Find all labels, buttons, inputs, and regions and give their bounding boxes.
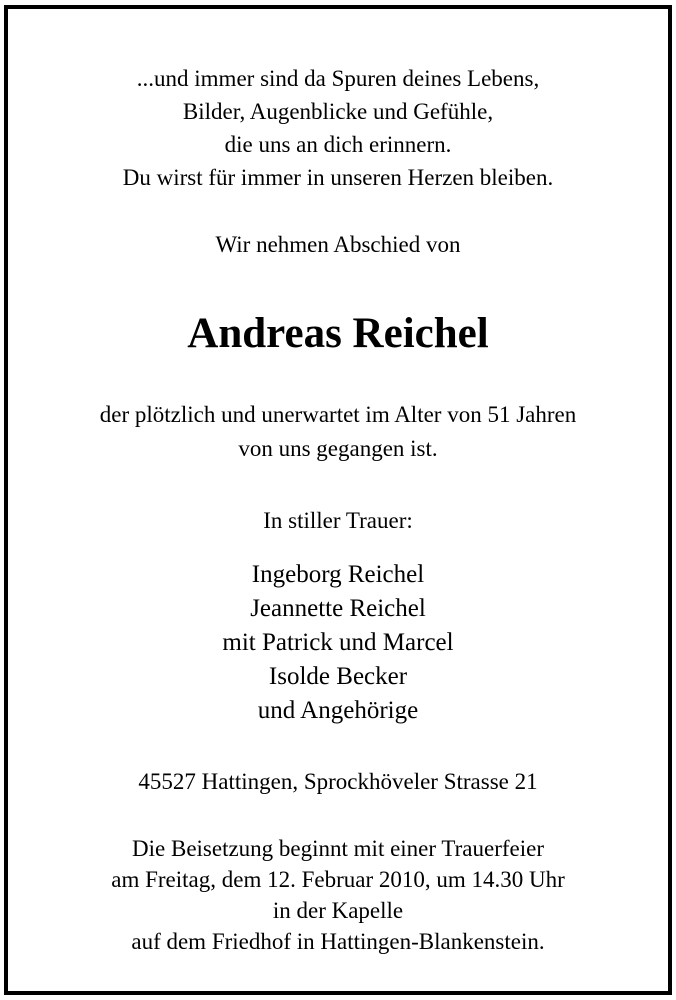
mourner-name: mit Patrick und Marcel: [222, 629, 454, 656]
address: 45527 Hattingen, Sprockhöveler Strasse 21: [138, 769, 538, 794]
mourner-name: Ingeborg Reichel: [251, 561, 425, 588]
mourner-name: Jeannette Reichel: [250, 595, 426, 622]
mourner-name: und Angehörige: [257, 697, 419, 724]
funeral-line: Die Beisetzung beginnt mit einer Trauerfeier: [132, 836, 544, 861]
poem-line: Du wirst für immer in unseren Herzen bleiben.: [122, 165, 554, 190]
obituary-frame: [4, 5, 672, 995]
passing-line: der plötzlich und unerwartet im Alter von 51 Jahren: [99, 402, 577, 427]
deceased-name: Andreas Reichel: [187, 310, 489, 357]
mourning-label: In stiller Trauer:: [263, 508, 413, 533]
funeral-line: auf dem Friedhof in Hattingen-Blankenstein.: [131, 929, 545, 954]
farewell-intro: Wir nehmen Abschied von: [215, 232, 461, 257]
funeral-line: in der Kapelle: [272, 898, 404, 923]
poem-line: die uns an dich erinnern.: [224, 132, 452, 157]
poem-line: ...und immer sind da Spuren deines Lebens,: [136, 66, 540, 91]
funeral-line: am Freitag, dem 12. Februar 2010, um 14.30 Uhr: [111, 867, 565, 892]
mourner-name: Isolde Becker: [268, 663, 408, 690]
poem-line: Bilder, Augenblicke und Gefühle,: [182, 99, 494, 124]
passing-line: von uns gegangen ist.: [238, 436, 438, 461]
